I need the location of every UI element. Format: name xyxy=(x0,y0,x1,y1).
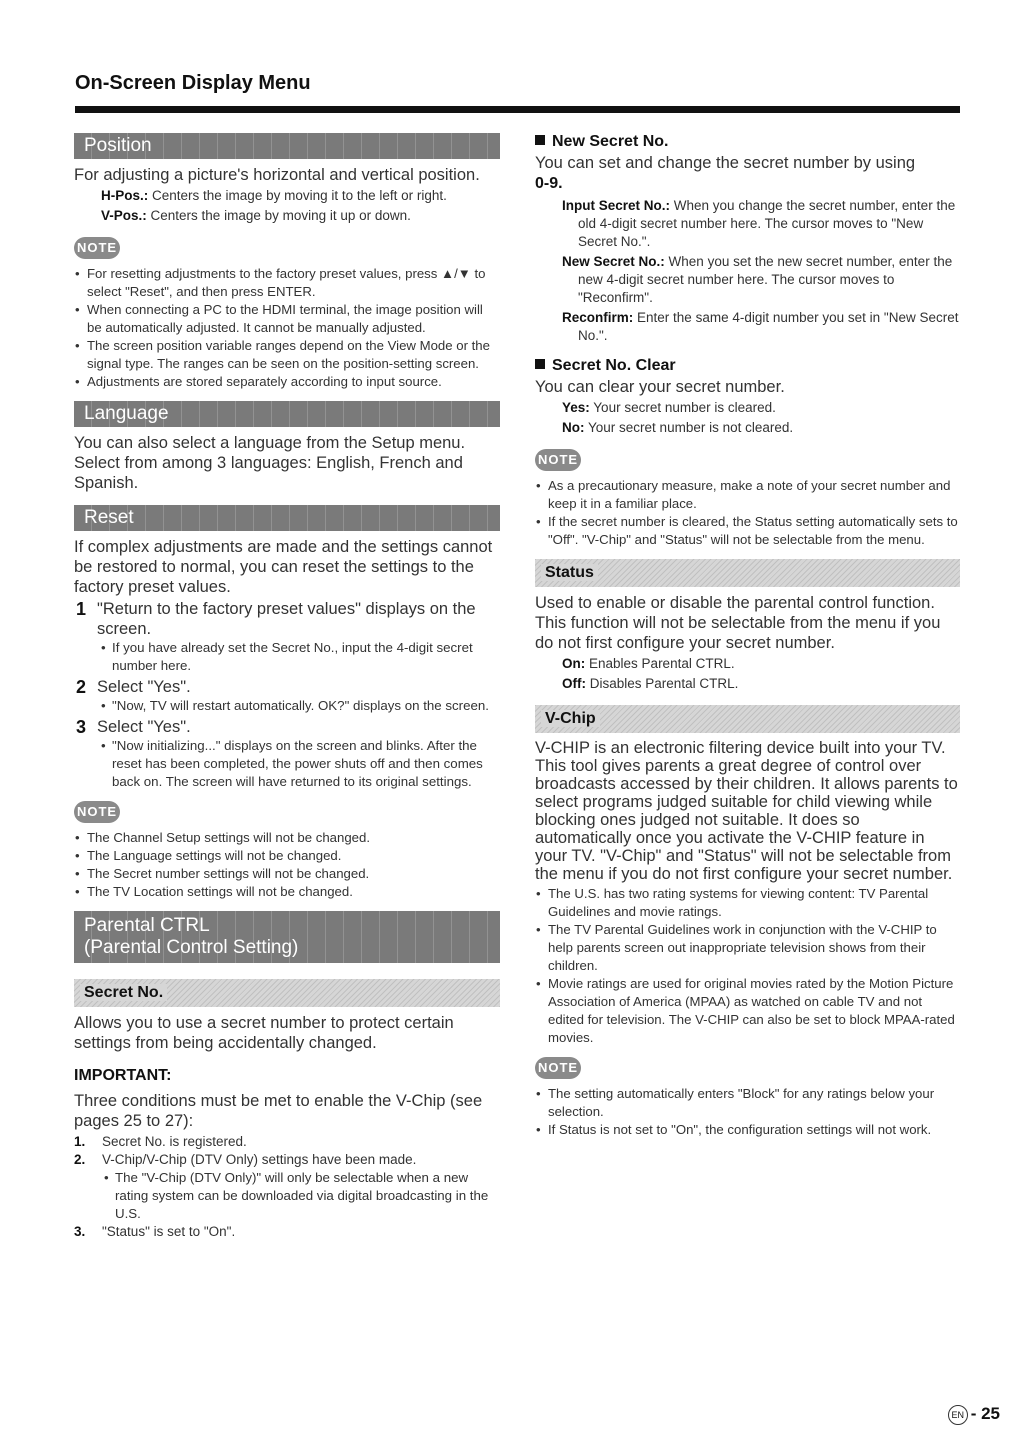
position-heading: Position xyxy=(74,133,500,159)
reset-step-bullet: • "Now initializing..." displays on the screen and blinks. After the reset has been completed, the power shuts off and then comes back on. The screen will have returned to its original settings. xyxy=(101,737,500,791)
position-notes xyxy=(74,265,500,391)
note-item: • If the secret number is cleared, the Status setting automatically sets to "Off". "V-Chip" and "Status" will not be selectable from the menu. xyxy=(535,513,960,549)
vchip-heading: V-Chip xyxy=(535,705,960,733)
vchip-notes xyxy=(535,1085,960,1139)
secret-clear-notes xyxy=(535,477,960,549)
reset-heading: Reset xyxy=(74,505,500,531)
secret-clear-no: No: Your secret number is not cleared. xyxy=(562,420,794,435)
hpos-item: H-Pos.: Centers the image by moving it to the left or right. xyxy=(101,188,447,203)
reset-step: 2 Select "Yes". xyxy=(76,677,191,697)
status-heading: Status xyxy=(535,559,960,587)
left-column xyxy=(74,133,500,1241)
reset-step-bullet: • If you have already set the Secret No., input the 4-digit secret number here. xyxy=(101,639,500,675)
note-badge: NOTE xyxy=(74,237,120,259)
note-item: • If Status is not set to "On", the configuration settings will not work. xyxy=(535,1121,960,1139)
new-secret-lead: You can set and change the secret number by using xyxy=(535,154,916,172)
secret-clear-heading: Secret No. Clear xyxy=(535,357,960,375)
input-secret-item: Input Secret No.: When you change the secret number, enter the old 4-digit secret number here. The cursor moves to "New Secret No.". xyxy=(562,198,956,249)
note-item: • When connecting a PC to the HDMI terminal, the image position will be automatically adjusted. It cannot be manually adjusted. xyxy=(74,301,500,337)
vchip-bullet: • The U.S. has two rating systems for viewing content: TV Parental Guidelines and movie ratings. xyxy=(535,885,960,921)
language-lead: You can also select a language from the Setup menu. Select from among 3 languages: English, French and Spanish. xyxy=(74,434,466,492)
vchip-bullets xyxy=(535,885,960,1047)
vchip-bullet: • Movie ratings are used for original movies rated by the Motion Picture Association of America (MPAA) as watched on cable TV and not edited for television. The V-CHIP can also be set to block MPAA-rated movies. xyxy=(535,975,960,1047)
new-secret-item: New Secret No.: When you set the new secret number, enter the new 4-digit secret number here. The cursor moves to "Reconfirm". xyxy=(562,254,953,305)
important-label: IMPORTANT: xyxy=(74,1067,172,1084)
page-title: On-Screen Display Menu xyxy=(75,72,311,94)
language-heading: Language xyxy=(74,401,500,427)
secret-no-heading: Secret No. xyxy=(74,979,500,1007)
condition-item: 1. Secret No. is registered. xyxy=(74,1134,247,1149)
new-secret-digits: 0-9. xyxy=(535,175,563,192)
note-item: • The setting automatically enters "Block" for any ratings below your selection. xyxy=(535,1085,960,1121)
title-rule xyxy=(75,106,960,113)
new-secret-heading: New Secret No. xyxy=(535,133,960,151)
note-item: • As a precautionary measure, make a note of your secret number and keep it in a familiar place. xyxy=(535,477,960,513)
reconfirm-item: Reconfirm: Enter the same 4-digit number you set in "New Secret No.". xyxy=(562,310,959,343)
note-item: • Adjustments are stored separately according to input source. xyxy=(74,373,500,391)
note-item: • The screen position variable ranges depend on the View Mode or the signal type. The ranges can be seen on the position-setting screen. xyxy=(74,337,500,373)
status-on-item: On: Enables Parental CTRL. xyxy=(562,656,735,671)
note-badge: NOTE xyxy=(535,449,581,471)
secret-clear-lead: You can clear your secret number. xyxy=(535,378,785,396)
reset-lead: If complex adjustments are made and the settings cannot be restored to normal, you can reset the settings to the factory preset values. xyxy=(74,538,493,596)
secret-clear-yes: Yes: Your secret number is cleared. xyxy=(562,400,776,415)
right-column xyxy=(535,133,960,1139)
reset-step: 1 "Return to the factory preset values" displays on the screen. xyxy=(76,599,476,638)
position-lead: For adjusting a picture's horizontal and vertical position. xyxy=(74,166,480,184)
condition-item: 3. "Status" is set to "On". xyxy=(74,1224,236,1239)
reset-step-bullet: • "Now, TV will restart automatically. OK?" displays on the screen. xyxy=(101,697,500,715)
note-badge: NOTE xyxy=(535,1057,581,1079)
condition-bullet: • The "V-Chip (DTV Only)" will only be selectable when a new rating system can be downloaded via digital broadcasting in the U.S. xyxy=(104,1169,500,1223)
condition-item: 2. V-Chip/V-Chip (DTV Only) settings have been made. xyxy=(74,1152,417,1167)
reset-step: 3 Select "Yes". xyxy=(76,717,191,737)
status-off-item: Off: Disables Parental CTRL. xyxy=(562,676,739,691)
important-text: Three conditions must be met to enable the V-Chip (see pages 25 to 27): xyxy=(74,1092,483,1130)
status-lead: Used to enable or disable the parental control function. This function will not be selectable from the menu if you do not first configure your secret number. xyxy=(535,594,941,652)
note-item: • The Secret number settings will not be changed. xyxy=(74,865,500,883)
vpos-item: V-Pos.: Centers the image by moving it up or down. xyxy=(101,208,411,223)
note-item: • For resetting adjustments to the factory preset values, press ▲/▼ to select "Reset", and then press ENTER. xyxy=(74,265,500,301)
secret-no-lead: Allows you to use a secret number to protect certain settings from being accidentally changed. xyxy=(74,1014,454,1052)
en-language-icon: EN xyxy=(948,1405,968,1425)
note-item: • The Language settings will not be changed. xyxy=(74,847,500,865)
reset-notes xyxy=(74,829,500,901)
vchip-lead: V-CHIP is an electronic filtering device built into your TV. This tool gives parents a great degree of control over broadcasts accessed by their children. It allows parents to select programs judged suitable for child viewing while blocking ones judged not suitable. It does so automatically once you activate the V-CHIP feature in your TV. "V-Chip" and "Status" will not be selectable from the menu if you do not first configure your secret number. xyxy=(535,739,958,883)
note-badge: NOTE xyxy=(74,801,120,823)
note-item: • The TV Location settings will not be changed. xyxy=(74,883,500,901)
note-item: • The Channel Setup settings will not be changed. xyxy=(74,829,500,847)
parental-heading: Parental CTRL (Parental Control Setting) xyxy=(74,911,500,963)
vchip-bullet: • The TV Parental Guidelines work in conjunction with the V-CHIP to help parents screen out inappropriate television shows from their children. xyxy=(535,921,960,975)
page-number: EN - 25 xyxy=(948,1404,1000,1425)
